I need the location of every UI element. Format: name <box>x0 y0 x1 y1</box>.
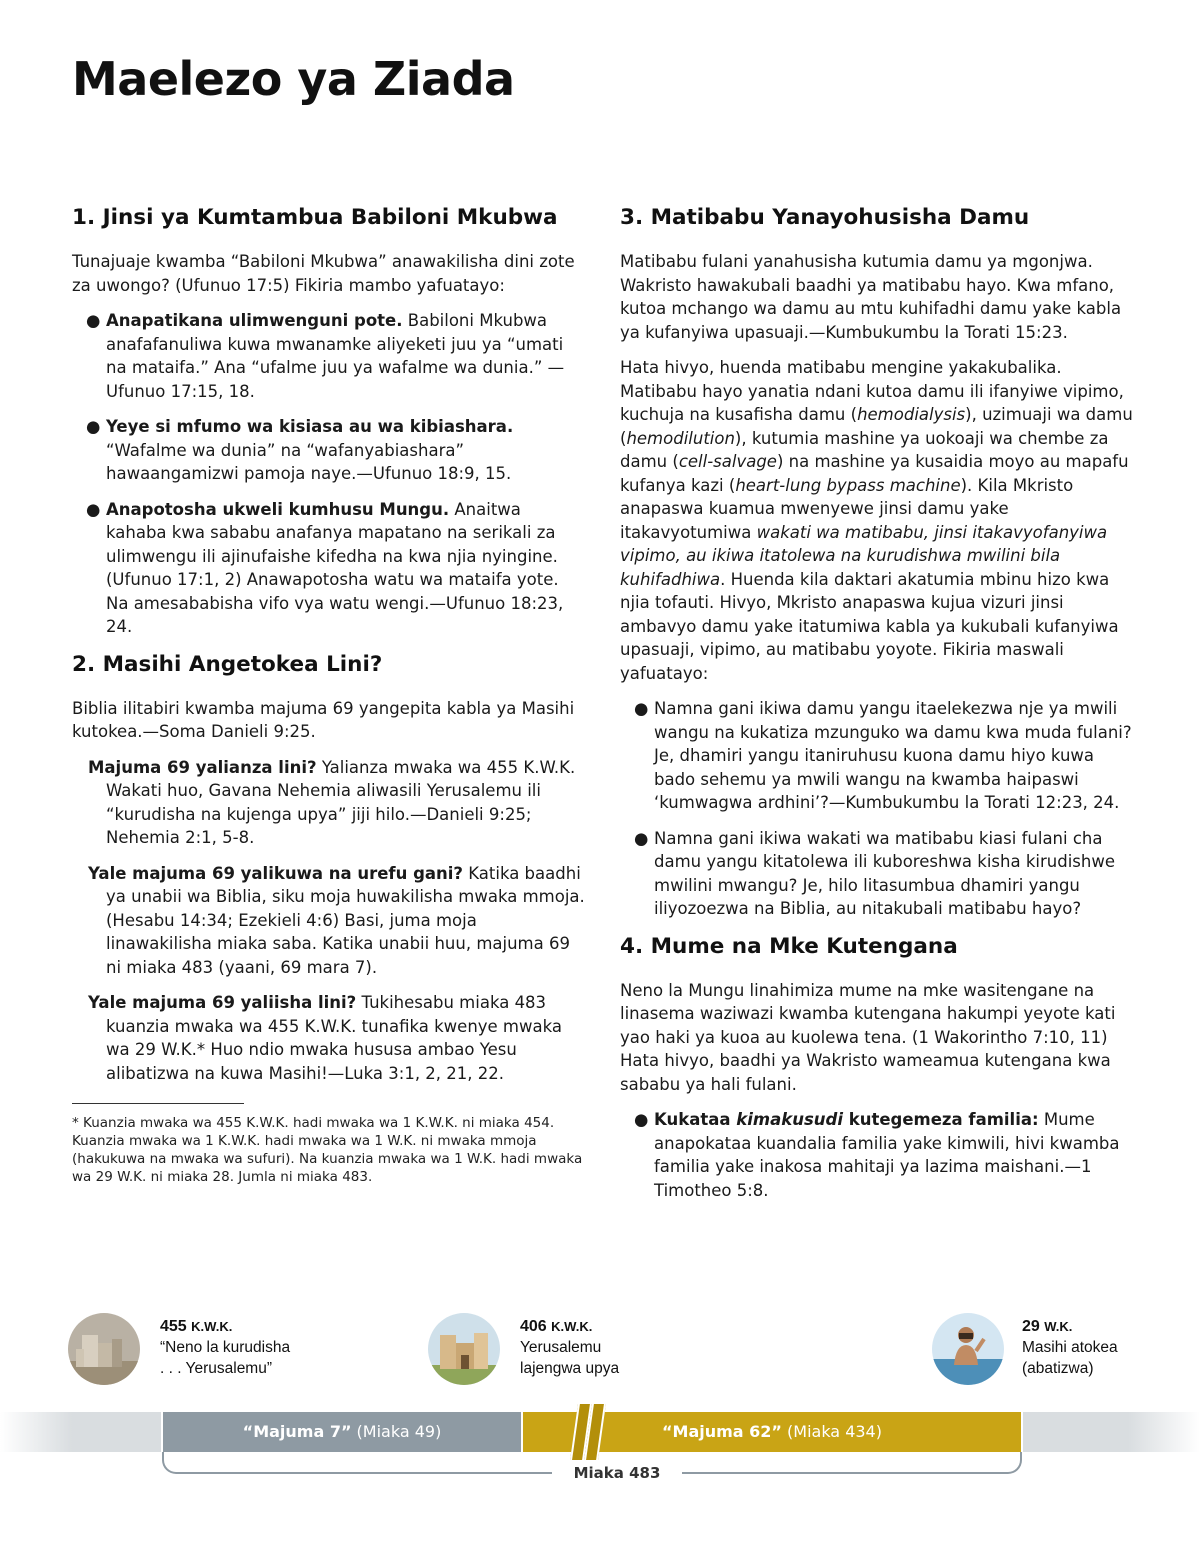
bullet-text: Anaitwa kahaba kwa sababu anafanya mapatano na serikali za ulimwengu ili ajinufaishe kifedha na kwa njia nyingine. (Ufunuo 17:1, 2) Anawapotosha watu wa mataifa yote. Na amesababisha vifo vya watu wengi.—Ufunuo 18:23, 24. <box>106 499 564 636</box>
answer-text: Yalianza mwaka wa 455 K.W.K. Wakati huo, Gavana Nehemia aliwasili Yerusalemu ili “kurudisha na kujenga upya” jiji hilo.—Danieli 9:25; Nehemia 2:1, 5-8. <box>106 757 576 847</box>
weeks-7-segment: “Majuma 7” (Miaka 49) <box>162 1412 522 1452</box>
section-2-heading: 2. Masihi Angetokea Lini? <box>72 651 383 677</box>
bullet-text: Babiloni Mkubwa anafafanuliwa kuwa mwanamke aliyeketi juu ya “umati na mataifa.” Ana “ufalme juu ya wafalme wa dunia.” —Ufunuo 17:15, 18. <box>106 311 565 401</box>
section-1-bullet <box>72 415 586 486</box>
baptism-illustration <box>932 1313 1004 1385</box>
section-1-intro: Tunajuaje kwamba “Babiloni Mkubwa” anawakilisha dini zote za uwongo? (Ufunuo 17:5) Fikiria mambo yafuatayo: <box>72 252 575 295</box>
section-2-intro: Biblia ilitabiri kwamba majuma 69 yangepita kabla ya Masihi kutokea.—Soma Danieli 9:25. <box>72 698 575 741</box>
bullet-text: Namna gani ikiwa damu yangu itaelekezwa nje ya mwili wangu na kukatiza mzunguko wa damu kwa muda fulani? Je, dhamiri yangu itaniruhusu kuona damu hiyo kuwa bado sehemu ya mwili wangu na kwamba haipaswi ‘kumwagwa ardhini’?—Kumbukumbu la Torati 12:23, 24. <box>654 699 1132 812</box>
section-4-bullet: ● Kukataa kimakusudi kutegemeza familia: Mume anapokataa kuandalia familia yake kimwili, hivi kwamba familia yake inakosa mahitaji ya lazima maishani.—1 Timotheo 5:8. <box>634 1110 1120 1200</box>
bullet-dot-icon: ● <box>86 311 101 330</box>
left-column <box>72 204 586 1186</box>
section-3-bullet <box>620 827 1134 921</box>
timeline-event: 406 K.W.K. Yerusalemu lajengwa upya <box>520 1318 620 1377</box>
question-text: Majuma 69 yalianza lini? <box>88 757 317 777</box>
section-2-question <box>72 991 586 1085</box>
bullet-bold-text: Anapatikana ulimwenguni pote. <box>106 311 403 330</box>
footnote: * Kuanzia mwaka wa 455 K.W.K. hadi mwaka wa 1 K.W.K. ni miaka 454. Kuanzia mwaka wa 1 K.W.K. hadi mwaka wa 1 W.K. ni mwaka mmoja (hakukuwa na mwaka wa sufuri). Na kuanzia mwaka wa 1 W.K. hadi mwaka wa 29 W.K. ni miaka 28. Jumla ni miaka 483. <box>72 1115 583 1185</box>
page-title: Maelezo ya Ziada <box>72 52 515 106</box>
rebuilt-city-illustration <box>428 1313 500 1385</box>
bullet-text: Namna gani ikiwa wakati wa matibabu kiasi fulani cha damu yangu kitatolewa ili kuboreshwa kisha kirudishwe mwilini mwangu? Je, hilo litasumbua dhamiri yangu iliyozoezwa na Biblia, au nitakubali matibabu hayo? <box>654 828 1115 918</box>
right-column <box>620 204 1134 1214</box>
section-1-heading: 1. Jinsi ya Kumtambua Babiloni Mkubwa <box>72 205 558 230</box>
bullet-dot-icon: ● <box>634 828 649 848</box>
bullet-dot-icon: ● <box>86 417 101 436</box>
weeks-62-segment: “Majuma 62” (Miaka 434) <box>522 1412 1022 1452</box>
bullet-dot-icon: ● <box>634 699 649 718</box>
answer-text: Katika baadhi ya unabii wa Biblia, siku moja huwakilisha mwaka mmoja. (Hesabu 14:34; Ezekieli 4:6) Basi, juma moja linawakilisha miaka saba. Katika unabii huu, majuma 69 ni miaka 483 (yaani, 69 mara 7). <box>106 863 585 977</box>
question-text: Yale majuma 69 yalikuwa na urefu gani? <box>88 863 463 883</box>
bullet-text: “Wafalme wa dunia” na “wafanyabiashara” hawaangamizwi pamoja naye.—Ufunuo 18:9, 15. <box>106 440 512 483</box>
ruined-city-illustration <box>68 1313 140 1385</box>
section-3-paragraph-1: Matibabu fulani yanahusisha kutumia damu ya mgonjwa. Wakristo hawakubali baadhi ya matibabu hayo. Kwa mfano, kutoa mchango wa damu au mtu kuhifadhi damu yake kabla ya kufanyiwa upasuaji.—Kumbukumbu la Torati 15:23. <box>620 252 1122 342</box>
timeline-event: 29 W.K. Masihi atokea (abatizwa) <box>1022 1318 1118 1377</box>
section-1-bullet <box>72 309 586 403</box>
question-text: Yale majuma 69 yaliisha lini? <box>88 993 357 1012</box>
section-3-paragraph-2: Hata hivyo, huenda matibabu mengine yakakubalika. Matibabu hayo yanatia ndani kutoa damu ili ifanyiwe vipimo, kuchuja na kusafisha damu (hemodialysis), uzimuaji wa damu (hemodilution), kutumia mashine ya uokoaji wa chembe za damu (cell-salvage) na mashine ya kusaidia moyo au mapafu kufanya kazi (heart-lung bypass machine). Kila Mkristo anapaswa kuamua mwenyewe jinsi damu yake itakavyotumiwa wakati wa matibabu, jinsi itakavyofanyiwa vipimo, au ikiwa itatolewa na kurudishwa mwilini bila kuhifadhiwa. Huenda kila daktari akatumia mbinu hizo kwa njia tofauti. Hivyo, Mkristo anapaswa kujua vizuri jinsi ambavyo damu yake itatumiwa kabla ya kukubali kufanyiwa upasuaji, vipimo, au matibabu yoyote. Fikiria maswali yafuatayo: <box>620 358 1133 683</box>
section-2-question <box>72 862 586 980</box>
section-3-bullet <box>620 697 1134 815</box>
total-span-label: Miaka 483 <box>552 1464 682 1482</box>
timeline-event: 455 K.W.K. “Neno la kurudisha . . . Yerusalemu” <box>160 1318 291 1377</box>
section-4-heading: 4. Mume na Mke Kutengana <box>620 933 958 959</box>
section-1-bullet <box>72 498 586 639</box>
bullet-bold-text: Yeye si mfumo wa kisiasa au wa kibiashara. <box>106 417 514 436</box>
section-3-heading: 3. Matibabu Yanayohusisha Damu <box>620 205 1030 230</box>
bullet-dot-icon: ● <box>86 499 101 519</box>
answer-text: Tukihesabu miaka 483 kuanzia mwaka wa 455 K.W.K. tunafika kwenye mwaka wa 29 W.K.* Huo ndio mwaka hususa ambao Yesu alibatizwa na kuwa Masihi!—Luka 3:1, 2, 21, 22. <box>106 993 562 1083</box>
section-2-question <box>72 756 586 850</box>
section-4-intro: Neno la Mungu linahimiza mume na mke wasitengane na linasema waziwazi kwamba kutengana hakumpi yeyote kati yao haki ya kuoa au kuolewa tena. (1 Wakorintho 7:10, 11) Hata hivyo, baadhi ya Wakristo wameamua kutengana kwa sababu ya hali fulani. <box>620 980 1116 1094</box>
timeline <box>0 1300 1200 1500</box>
footnote-divider <box>72 1103 244 1104</box>
bullet-bold-text: Anapotosha ukweli kumhusu Mungu. <box>106 499 450 519</box>
bullet-dot-icon: ● <box>634 1110 649 1129</box>
